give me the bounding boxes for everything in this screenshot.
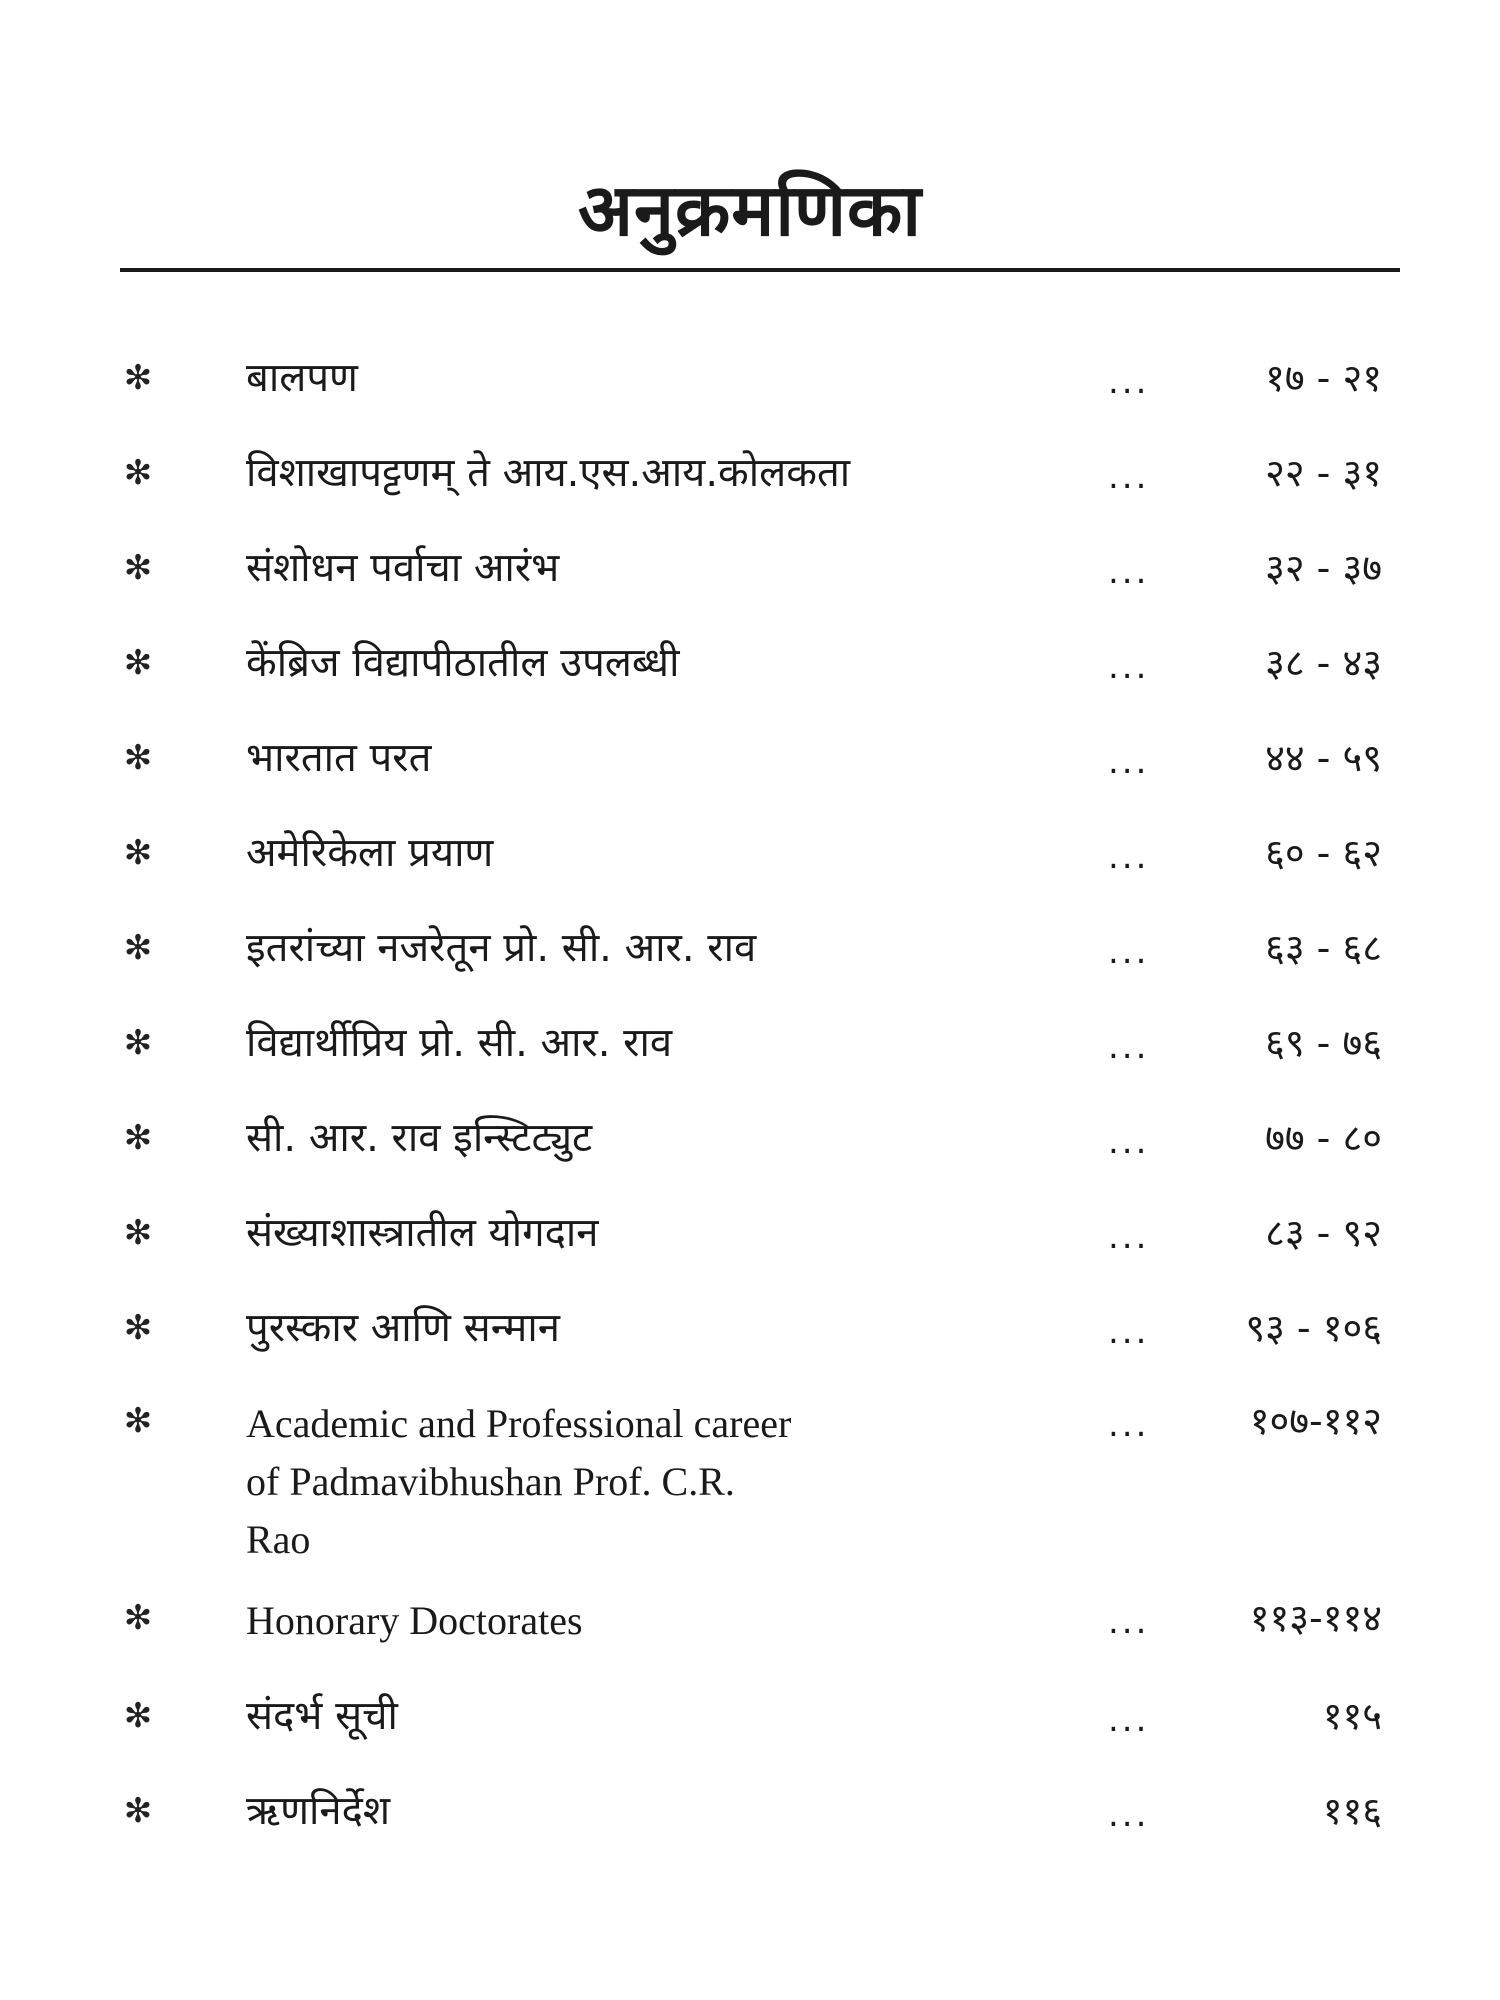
dot-leader: ...: [1108, 362, 1150, 402]
bullet-icon: ✻: [123, 548, 153, 588]
toc-entry-pages: ११३-११४: [1249, 1596, 1382, 1640]
toc-entry-pages: ६३ - ६८: [1265, 926, 1382, 970]
toc-entry-pages: १०७-११२: [1249, 1399, 1382, 1443]
toc-entry-title: पुरस्कार आणि सन्मान: [246, 1305, 560, 1351]
dot-leader: ...: [1108, 552, 1150, 592]
bullet-icon: ✻: [123, 643, 153, 683]
dot-leader: ...: [1108, 1405, 1150, 1445]
toc-entry-pages: ६९ - ७६: [1265, 1021, 1382, 1065]
toc-entry-title: बालपण: [246, 355, 358, 401]
dot-leader: ...: [1108, 1027, 1150, 1067]
toc-entry-title: भारतात परत: [246, 735, 432, 781]
toc-entry-title: Academic and Professional career of Padmavibhushan Prof. C.R. Rao: [246, 1401, 792, 1562]
toc-entry-pages: ७७ - ८०: [1265, 1116, 1382, 1160]
dot-leader: ...: [1108, 932, 1150, 972]
toc-entry-title: केंब्रिज विद्यापीठातील उपलब्धी: [246, 640, 680, 686]
toc-entry-title: इतरांच्या नजरेतून प्रो. सी. आर. राव: [246, 925, 757, 971]
toc-entry-title: विशाखापट्टणम् ते आय.एस.आय.कोलकता: [246, 450, 851, 496]
toc-entry-title: संदर्भ सूची: [246, 1693, 398, 1739]
bullet-icon: ✻: [123, 928, 153, 968]
bullet-icon: ✻: [123, 1791, 153, 1831]
toc-entry-title: सी. आर. राव इन्स्टिट्युट: [246, 1115, 593, 1161]
toc-entry-title: Honorary Doctorates: [246, 1598, 583, 1643]
dot-leader: ...: [1108, 1795, 1150, 1835]
toc-entry-title: विद्यार्थीप्रिय प्रो. सी. आर. राव: [246, 1020, 673, 1066]
dot-leader: ...: [1108, 1122, 1150, 1162]
dot-leader: ...: [1108, 1312, 1150, 1352]
bullet-icon: ✻: [123, 738, 153, 778]
page-title: अनुक्रमणिका: [578, 168, 922, 252]
toc-entry-pages: ४४ - ५९: [1265, 736, 1382, 780]
bullet-icon: ✻: [123, 1023, 153, 1063]
toc-entry-pages: ३२ - ३७: [1265, 546, 1382, 590]
dot-leader: ...: [1108, 742, 1150, 782]
bullet-icon: ✻: [123, 453, 153, 493]
toc-entry-pages: २२ - ३१: [1265, 451, 1382, 495]
dot-leader: ...: [1108, 837, 1150, 877]
bullet-icon: ✻: [123, 833, 153, 873]
toc-entry-pages: ११५: [1322, 1694, 1382, 1738]
toc-entry-pages: ३८ - ४३: [1265, 641, 1382, 685]
dot-leader: ...: [1108, 1602, 1150, 1642]
toc-entry-title: ऋणनिर्देश: [246, 1788, 391, 1834]
dot-leader: ...: [1108, 457, 1150, 497]
toc-entry-title: संशोधन पर्वाचा आरंभ: [246, 545, 560, 591]
bullet-icon: ✻: [123, 1696, 153, 1736]
toc-entry-pages: ११६: [1322, 1789, 1382, 1833]
bullet-icon: ✻: [123, 1401, 153, 1441]
bullet-icon: ✻: [123, 1308, 153, 1348]
bullet-icon: ✻: [123, 1598, 153, 1638]
toc-entry-pages: ९३ - १०६: [1245, 1306, 1382, 1350]
toc-entry-pages: ८३ - ९२: [1265, 1211, 1382, 1255]
dot-leader: ...: [1108, 1700, 1150, 1740]
toc-entry-pages: १७ - २१: [1265, 356, 1382, 400]
toc-entry-title: अमेरिकेला प्रयाण: [246, 830, 494, 876]
bullet-icon: ✻: [123, 358, 153, 398]
toc-entry-title: संख्याशास्त्रातील योगदान: [246, 1210, 599, 1256]
bullet-icon: ✻: [123, 1213, 153, 1253]
bullet-icon: ✻: [123, 1118, 153, 1158]
dot-leader: ...: [1108, 1217, 1150, 1257]
dot-leader: ...: [1108, 647, 1150, 687]
toc-entry-pages: ६० - ६२: [1265, 831, 1382, 875]
